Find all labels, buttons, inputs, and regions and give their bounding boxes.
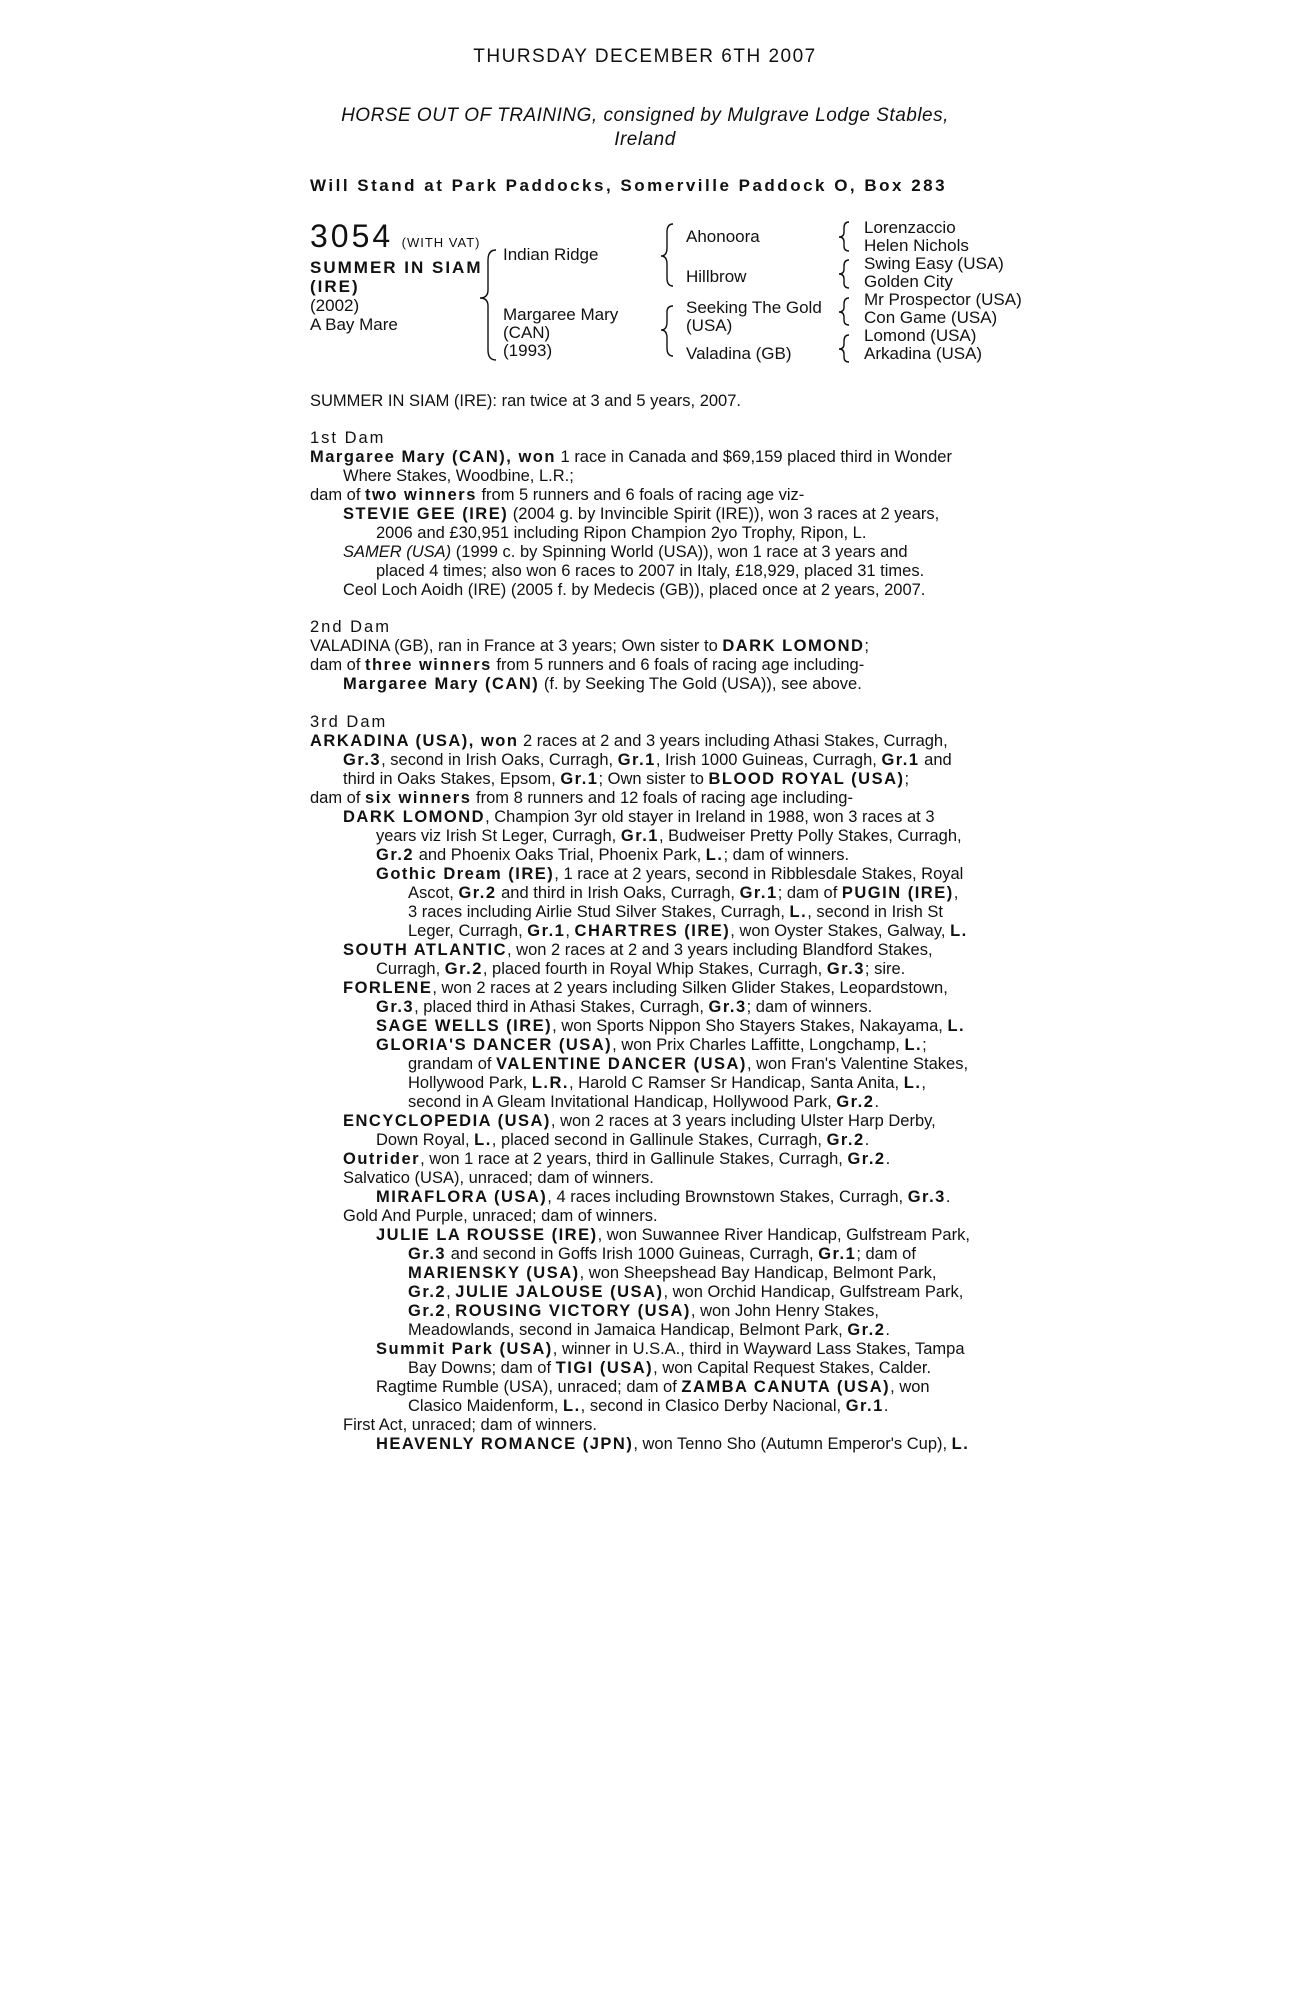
text-run: , 1 race at 2 years, second in Ribblesdale Stakes, Royal — [554, 865, 964, 883]
stand-location: Will Stand at Park Paddocks, Somerville Paddock O, Box 283 — [310, 176, 948, 195]
third-dam-line — [310, 1169, 990, 1188]
g-bracket-3 — [839, 298, 849, 325]
third-dam-line — [310, 1416, 990, 1435]
progeny-name: SAMER (USA) — [343, 543, 452, 561]
third-dam-line — [310, 789, 990, 808]
text-run: , winner in U.S.A., third in Wayward Lass Stakes, Tampa — [552, 1340, 965, 1358]
text-run: , won 2 races at 3 years including Ulster Harp Derby, — [550, 1112, 936, 1130]
bold-run: Gr.1 — [881, 751, 920, 769]
bold-run: L. — [947, 1017, 966, 1035]
text-run: , Harold C Ramser Sr Handicap, Santa Anita, — [568, 1074, 904, 1092]
text-run: . — [885, 1321, 891, 1339]
third-dam-line — [310, 1226, 990, 1245]
bold-run: L. — [950, 922, 968, 940]
text-run: Meadowlands, second in Jamaica Handicap, Belmont Park, — [408, 1321, 848, 1339]
pedigree-g2: Helen Nichols — [864, 236, 969, 255]
third-dam-line — [310, 865, 990, 884]
bold-run: six winners — [365, 789, 472, 807]
text-run: Clasico Maidenform, — [408, 1397, 563, 1415]
text-run: Down Royal, — [376, 1131, 475, 1149]
bold-run: Gr.2 — [408, 1283, 447, 1301]
pedigree-dam-name: Margaree Mary — [503, 305, 619, 324]
bold-run: Gr.2 — [847, 1321, 886, 1339]
text-run: , — [565, 922, 575, 940]
bold-run: Gr.1 — [620, 827, 659, 845]
third-dam-line — [310, 922, 990, 941]
text-run: , Champion 3yr old stayer in Ireland in 1988, won 3 races at 3 — [485, 808, 935, 826]
g-bracket-4 — [839, 335, 849, 362]
pedigree-dam-sire-name: Seeking The Gold — [686, 298, 822, 317]
third-dam-line — [310, 1074, 990, 1093]
dam-won: , won — [506, 448, 556, 466]
g-bracket-2 — [839, 260, 849, 288]
text-run: and — [919, 751, 952, 769]
text-run: . — [864, 1131, 870, 1149]
third-dam-line — [310, 1112, 990, 1131]
text-run: VALADINA (GB), ran in France at 3 years; Own sister to — [310, 637, 723, 655]
text-run: ; sire. — [864, 960, 906, 978]
text-run: , won 2 races at 2 and 3 years including Blandford Stakes, — [506, 941, 933, 959]
bold-run: L. — [903, 1074, 922, 1092]
bold-run: Gr.1 — [818, 1245, 857, 1263]
text-run: , — [921, 1074, 926, 1092]
third-dam-line — [310, 770, 990, 789]
text-run: , won Fran's Valentine Stakes, — [746, 1055, 969, 1073]
bold-run: ROUSING VICTORY (USA) — [455, 1302, 691, 1320]
third-dam-line — [310, 1340, 990, 1359]
bold-run: ARKADINA (USA), won — [310, 732, 519, 750]
first-dam-line: 2006 and £30,951 including Ripon Champion 2yo Trophy, Ripon, L. — [376, 524, 867, 542]
bold-run: Gr.2 — [376, 846, 415, 864]
third-dam-line — [310, 1321, 990, 1340]
first-dam-line: placed 4 times; also won 6 races to 2007 in Italy, £18,929, placed 31 times. — [376, 562, 925, 580]
text-run: ; dam of winners. — [746, 998, 873, 1016]
text-run: from 5 runners and 6 foals of racing age including- — [491, 656, 865, 674]
text-run: and Phoenix Oaks Trial, Phoenix Park, — [414, 846, 706, 864]
third-dam-line — [310, 1245, 990, 1264]
bold-run: GLORIA'S DANCER (USA) — [376, 1036, 613, 1054]
third-dam-line — [310, 1207, 990, 1226]
text-run: First Act, unraced; dam of winners. — [343, 1416, 598, 1434]
text-run: , Irish 1000 Guineas, Curragh, — [655, 751, 882, 769]
bold-run: Gr.2 — [408, 1302, 447, 1320]
first-dam-section — [310, 429, 990, 600]
horse-description: A Bay Mare — [310, 315, 398, 334]
bold-run: PUGIN (IRE) — [841, 884, 954, 902]
text-run: dam of — [310, 656, 366, 674]
bold-run: SOUTH ATLANTIC — [343, 941, 507, 959]
text-run: , won 2 races at 2 years including Silken Glider Stakes, Leopardstown, — [432, 979, 948, 997]
bold-run: ENCYCLOPEDIA (USA) — [343, 1112, 551, 1130]
text-run: Gold And Purple, unraced; dam of winners. — [343, 1207, 658, 1225]
sire-bracket — [661, 224, 673, 286]
second-dam-section — [310, 618, 990, 694]
third-dam-line — [310, 1359, 990, 1378]
bold-run: Gr.1 — [617, 751, 656, 769]
bold-run: L. — [951, 1435, 970, 1453]
text-run: , won Capital Request Stakes, Calder. — [653, 1359, 932, 1377]
bold-run: CHARTRES (IRE) — [574, 922, 731, 940]
third-dam-line — [310, 732, 990, 751]
bold-run: Gr.1 — [845, 1397, 884, 1415]
text-run: ; dam of winners. — [723, 846, 850, 864]
first-dam-line — [310, 505, 990, 524]
pedigree-sire: Indian Ridge — [503, 245, 599, 264]
text-run: . — [883, 1397, 889, 1415]
text-run: , won Tenno Sho (Autumn Emperor's Cup), — [633, 1435, 952, 1453]
bold-run: L. — [705, 846, 724, 864]
progeny-name: STEVIE GEE (IRE) — [343, 505, 509, 523]
lot-number: 3054 — [310, 218, 394, 254]
text-run: 3 races including Airlie Stud Silver Stakes, Curragh, — [408, 903, 790, 921]
winners-count: three winners — [365, 656, 492, 674]
text-run: , second in Irish St — [807, 903, 943, 921]
third-dam-line — [310, 960, 990, 979]
bold-run: Gr.3 — [408, 1245, 447, 1263]
pedigree-g1: Lorenzaccio — [864, 218, 956, 237]
text-run: second in A Gleam Invitational Handicap, Hollywood Park, — [408, 1093, 837, 1111]
text-run: from 5 runners and 6 foals of racing age viz- — [476, 486, 805, 504]
pedigree-dam-sire-origin: (USA) — [686, 316, 733, 335]
first-dam-line — [310, 543, 990, 562]
text-run: , second in Irish Oaks, Curragh, — [381, 751, 618, 769]
sale-date: THURSDAY DECEMBER 6TH 2007 — [473, 46, 817, 67]
text-run: Curragh, — [376, 960, 445, 978]
text-run: , won John Henry Stakes, — [690, 1302, 879, 1320]
bold-run: Outrider — [343, 1150, 421, 1168]
third-dam-line — [310, 751, 990, 770]
third-dam-line — [310, 846, 990, 865]
bold-run: Gr.3 — [907, 1188, 946, 1206]
third-dam-line — [310, 808, 990, 827]
text-run: ; — [922, 1036, 927, 1054]
consignment-line: HORSE OUT OF TRAINING, consigned by Mulgrave Lodge Stables, Ireland — [341, 105, 949, 150]
text-run: , placed third in Athasi Stakes, Curragh, — [414, 998, 709, 1016]
third-dam-lines — [310, 732, 990, 1454]
first-dam-line — [310, 486, 990, 505]
dam-record: 1 race in Canada and $69,159 placed third in Wonder — [555, 448, 952, 466]
text-run: Leger, Curragh, — [408, 922, 528, 940]
bold-run: BLOOD ROYAL (USA) — [708, 770, 905, 788]
third-dam-line — [310, 827, 990, 846]
main-bracket — [480, 250, 496, 360]
bold-run: L. — [789, 903, 808, 921]
third-dam-line — [310, 1017, 990, 1036]
bold-run: Gr.3 — [826, 960, 865, 978]
text-run: . — [945, 1188, 951, 1206]
text-run: from 8 runners and 12 foals of racing age including- — [471, 789, 853, 807]
text-run: , won 1 race at 2 years, third in Gallinule Stakes, Curragh, — [420, 1150, 848, 1168]
bold-run: Gr.1 — [739, 884, 778, 902]
bold-run: ZAMBA CANUTA (USA) — [681, 1378, 891, 1396]
bold-run: L. — [904, 1036, 923, 1054]
bold-run: Gr.1 — [560, 770, 599, 788]
horse-origin: (IRE) — [310, 277, 360, 296]
second-dam-line — [310, 675, 990, 694]
race-summary: SUMMER IN SIAM (IRE): ran twice at 3 and 5 years, 2007. — [310, 392, 741, 410]
text-run: , 4 races including Brownstown Stakes, Curragh, — [547, 1188, 908, 1206]
pedigree-dam-origin: (CAN) — [503, 323, 551, 342]
bold-run: MARIENSKY (USA) — [408, 1264, 580, 1282]
bold-run: JULIE JALOUSE (USA) — [455, 1283, 664, 1301]
text-run: Ragtime Rumble (USA), unraced; dam of — [376, 1378, 682, 1396]
text-run: (f. by Seeking The Gold (USA)), see above. — [539, 675, 862, 693]
bold-run: VALENTINE DANCER (USA) — [496, 1055, 747, 1073]
text-run: third in Oaks Stakes, Epsom, — [343, 770, 561, 788]
pedigree-dam — [503, 306, 618, 360]
bold-run: Gr.3 — [343, 751, 382, 769]
g-bracket-1 — [839, 222, 849, 251]
third-dam-line — [310, 1397, 990, 1416]
third-dam-line — [310, 1055, 990, 1074]
dam-bracket — [661, 306, 673, 356]
pedigree-sire-sire: Ahonoora — [686, 227, 760, 246]
third-dam-section — [310, 713, 990, 1454]
text-run: , second in Clasico Derby Nacional, — [580, 1397, 846, 1415]
second-dam-heading: 2nd Dam — [310, 618, 391, 636]
text-run: , placed fourth in Royal Whip Stakes, Curragh, — [482, 960, 827, 978]
text-run: ; — [904, 770, 910, 788]
text-run: , — [953, 884, 959, 902]
third-dam-line — [310, 1435, 990, 1454]
horse-name: SUMMER IN SIAM — [310, 258, 483, 277]
bold-run: HEAVENLY ROMANCE (JPN) — [376, 1435, 634, 1453]
sibling-name: DARK LOMOND — [722, 637, 865, 655]
text-run: (1999 c. by Spinning World (USA)), won 1 race at 3 years and — [451, 543, 908, 561]
pedigree-g5: Mr Prospector (USA) — [864, 290, 1022, 309]
bold-run: L.R. — [531, 1074, 569, 1092]
winners-count: two winners — [365, 486, 477, 504]
text-run: dam of — [310, 486, 366, 504]
pedigree-g3: Swing Easy (USA) — [864, 254, 1004, 273]
text-run: and second in Goffs Irish 1000 Guineas, Curragh, — [446, 1245, 819, 1263]
horse-year: (2002) — [310, 296, 360, 315]
bold-run: Summit Park (USA) — [376, 1340, 553, 1358]
second-dam-line — [310, 637, 990, 656]
text-run: years viz Irish St Leger, Curragh, — [376, 827, 621, 845]
bold-run: SAGE WELLS (IRE) — [376, 1017, 553, 1035]
third-dam-heading: 3rd Dam — [310, 713, 388, 731]
third-dam-line — [310, 1378, 990, 1397]
text-run: , — [446, 1283, 456, 1301]
text-run: , won Oyster Stakes, Galway, — [730, 922, 951, 940]
dam-name: Margaree Mary (CAN) — [310, 448, 507, 466]
third-dam-line — [310, 903, 990, 922]
third-dam-line — [310, 1302, 990, 1321]
bold-run: Gr.1 — [527, 922, 566, 940]
text-run: ; dam of — [856, 1245, 916, 1263]
horse-details — [310, 258, 483, 334]
text-run: Salvatico (USA), unraced; dam of winners. — [343, 1169, 654, 1187]
third-dam-line — [310, 1150, 990, 1169]
pedigree-dam-sire — [686, 299, 822, 335]
third-dam-line — [310, 1131, 990, 1150]
third-dam-line — [310, 1188, 990, 1207]
bold-run: Gr.2 — [458, 884, 497, 902]
text-run: Ascot, — [408, 884, 459, 902]
text-run: . — [885, 1150, 891, 1168]
text-run: , won Prix Charles Laffitte, Longchamp, — [612, 1036, 905, 1054]
third-dam-line — [310, 1093, 990, 1112]
text-run: dam of — [310, 789, 366, 807]
text-run: (2004 g. by Invincible Spirit (IRE)), won 3 races at 2 years, — [508, 505, 940, 523]
pedigree-dam-dam: Valadina (GB) — [686, 344, 792, 363]
text-run: and third in Irish Oaks, Curragh, — [496, 884, 740, 902]
text-run: ; Own sister to — [598, 770, 709, 788]
text-run: ; — [864, 637, 870, 655]
pedigree-g7: Lomond (USA) — [864, 326, 977, 345]
bold-run: DARK LOMOND — [343, 808, 486, 826]
pedigree-g4: Golden City — [864, 272, 953, 291]
text-run: , placed second in Gallinule Stakes, Curragh, — [491, 1131, 827, 1149]
pedigree-sire-dam: Hillbrow — [686, 267, 747, 286]
bold-run: Gr.2 — [444, 960, 483, 978]
bold-run: Gr.2 — [847, 1150, 886, 1168]
text-run: Hollywood Park, — [408, 1074, 532, 1092]
text-run: , won Sports Nippon Sho Stayers Stakes, Nakayama, — [552, 1017, 948, 1035]
first-dam-line: Where Stakes, Woodbine, L.R.; — [343, 467, 574, 485]
bold-run: Gr.3 — [376, 998, 415, 1016]
first-dam-line: Ceol Loch Aoidh (IRE) (2005 f. by Medecis (GB)), placed once at 2 years, 2007. — [343, 581, 926, 599]
text-run: Bay Downs; dam of — [408, 1359, 556, 1377]
pedigree-g6: Con Game (USA) — [864, 308, 998, 327]
bold-run: Gr.2 — [836, 1093, 875, 1111]
text-run: . — [874, 1093, 880, 1111]
pedigree-g8: Arkadina (USA) — [864, 344, 983, 363]
text-run: , won Sheepshead Bay Handicap, Belmont Park, — [579, 1264, 937, 1282]
bold-run: Gr.3 — [708, 998, 747, 1016]
text-run: ; dam of — [777, 884, 842, 902]
text-run: 2 races at 2 and 3 years including Athasi Stakes, Curragh, — [518, 732, 948, 750]
text-run: , Budweiser Pretty Polly Stakes, Curragh, — [658, 827, 962, 845]
bold-run: TIGI (USA) — [555, 1359, 654, 1377]
lot-vat: (WITH VAT) — [401, 235, 481, 250]
pedigree-gen3 — [864, 219, 1022, 363]
progeny-name: Margaree Mary (CAN) — [343, 675, 540, 693]
third-dam-line — [310, 941, 990, 960]
third-dam-line — [310, 1283, 990, 1302]
third-dam-line — [310, 1036, 990, 1055]
text-run: , won — [890, 1378, 930, 1396]
bold-run: Gr.2 — [826, 1131, 865, 1149]
lot-heading — [310, 218, 480, 255]
first-dam-line — [310, 448, 990, 467]
bold-run: MIRAFLORA (USA) — [376, 1188, 548, 1206]
pedigree-dam-year: (1993) — [503, 341, 553, 360]
text-run: , won Orchid Handicap, Gulfstream Park, — [663, 1283, 964, 1301]
text-run: grandam of — [408, 1055, 497, 1073]
third-dam-line — [310, 979, 990, 998]
text-run: , — [446, 1302, 456, 1320]
text-run: , won Suwannee River Handicap, Gulfstream Park, — [597, 1226, 970, 1244]
first-dam-heading: 1st Dam — [310, 429, 386, 447]
third-dam-line — [310, 998, 990, 1017]
bold-run: L. — [474, 1131, 492, 1149]
third-dam-line — [310, 1264, 990, 1283]
bold-run: JULIE LA ROUSSE (IRE) — [376, 1226, 598, 1244]
bold-run: Gothic Dream (IRE) — [376, 865, 555, 883]
second-dam-line — [310, 656, 990, 675]
bold-run: L. — [562, 1397, 581, 1415]
bold-run: FORLENE — [343, 979, 433, 997]
third-dam-line — [310, 884, 990, 903]
